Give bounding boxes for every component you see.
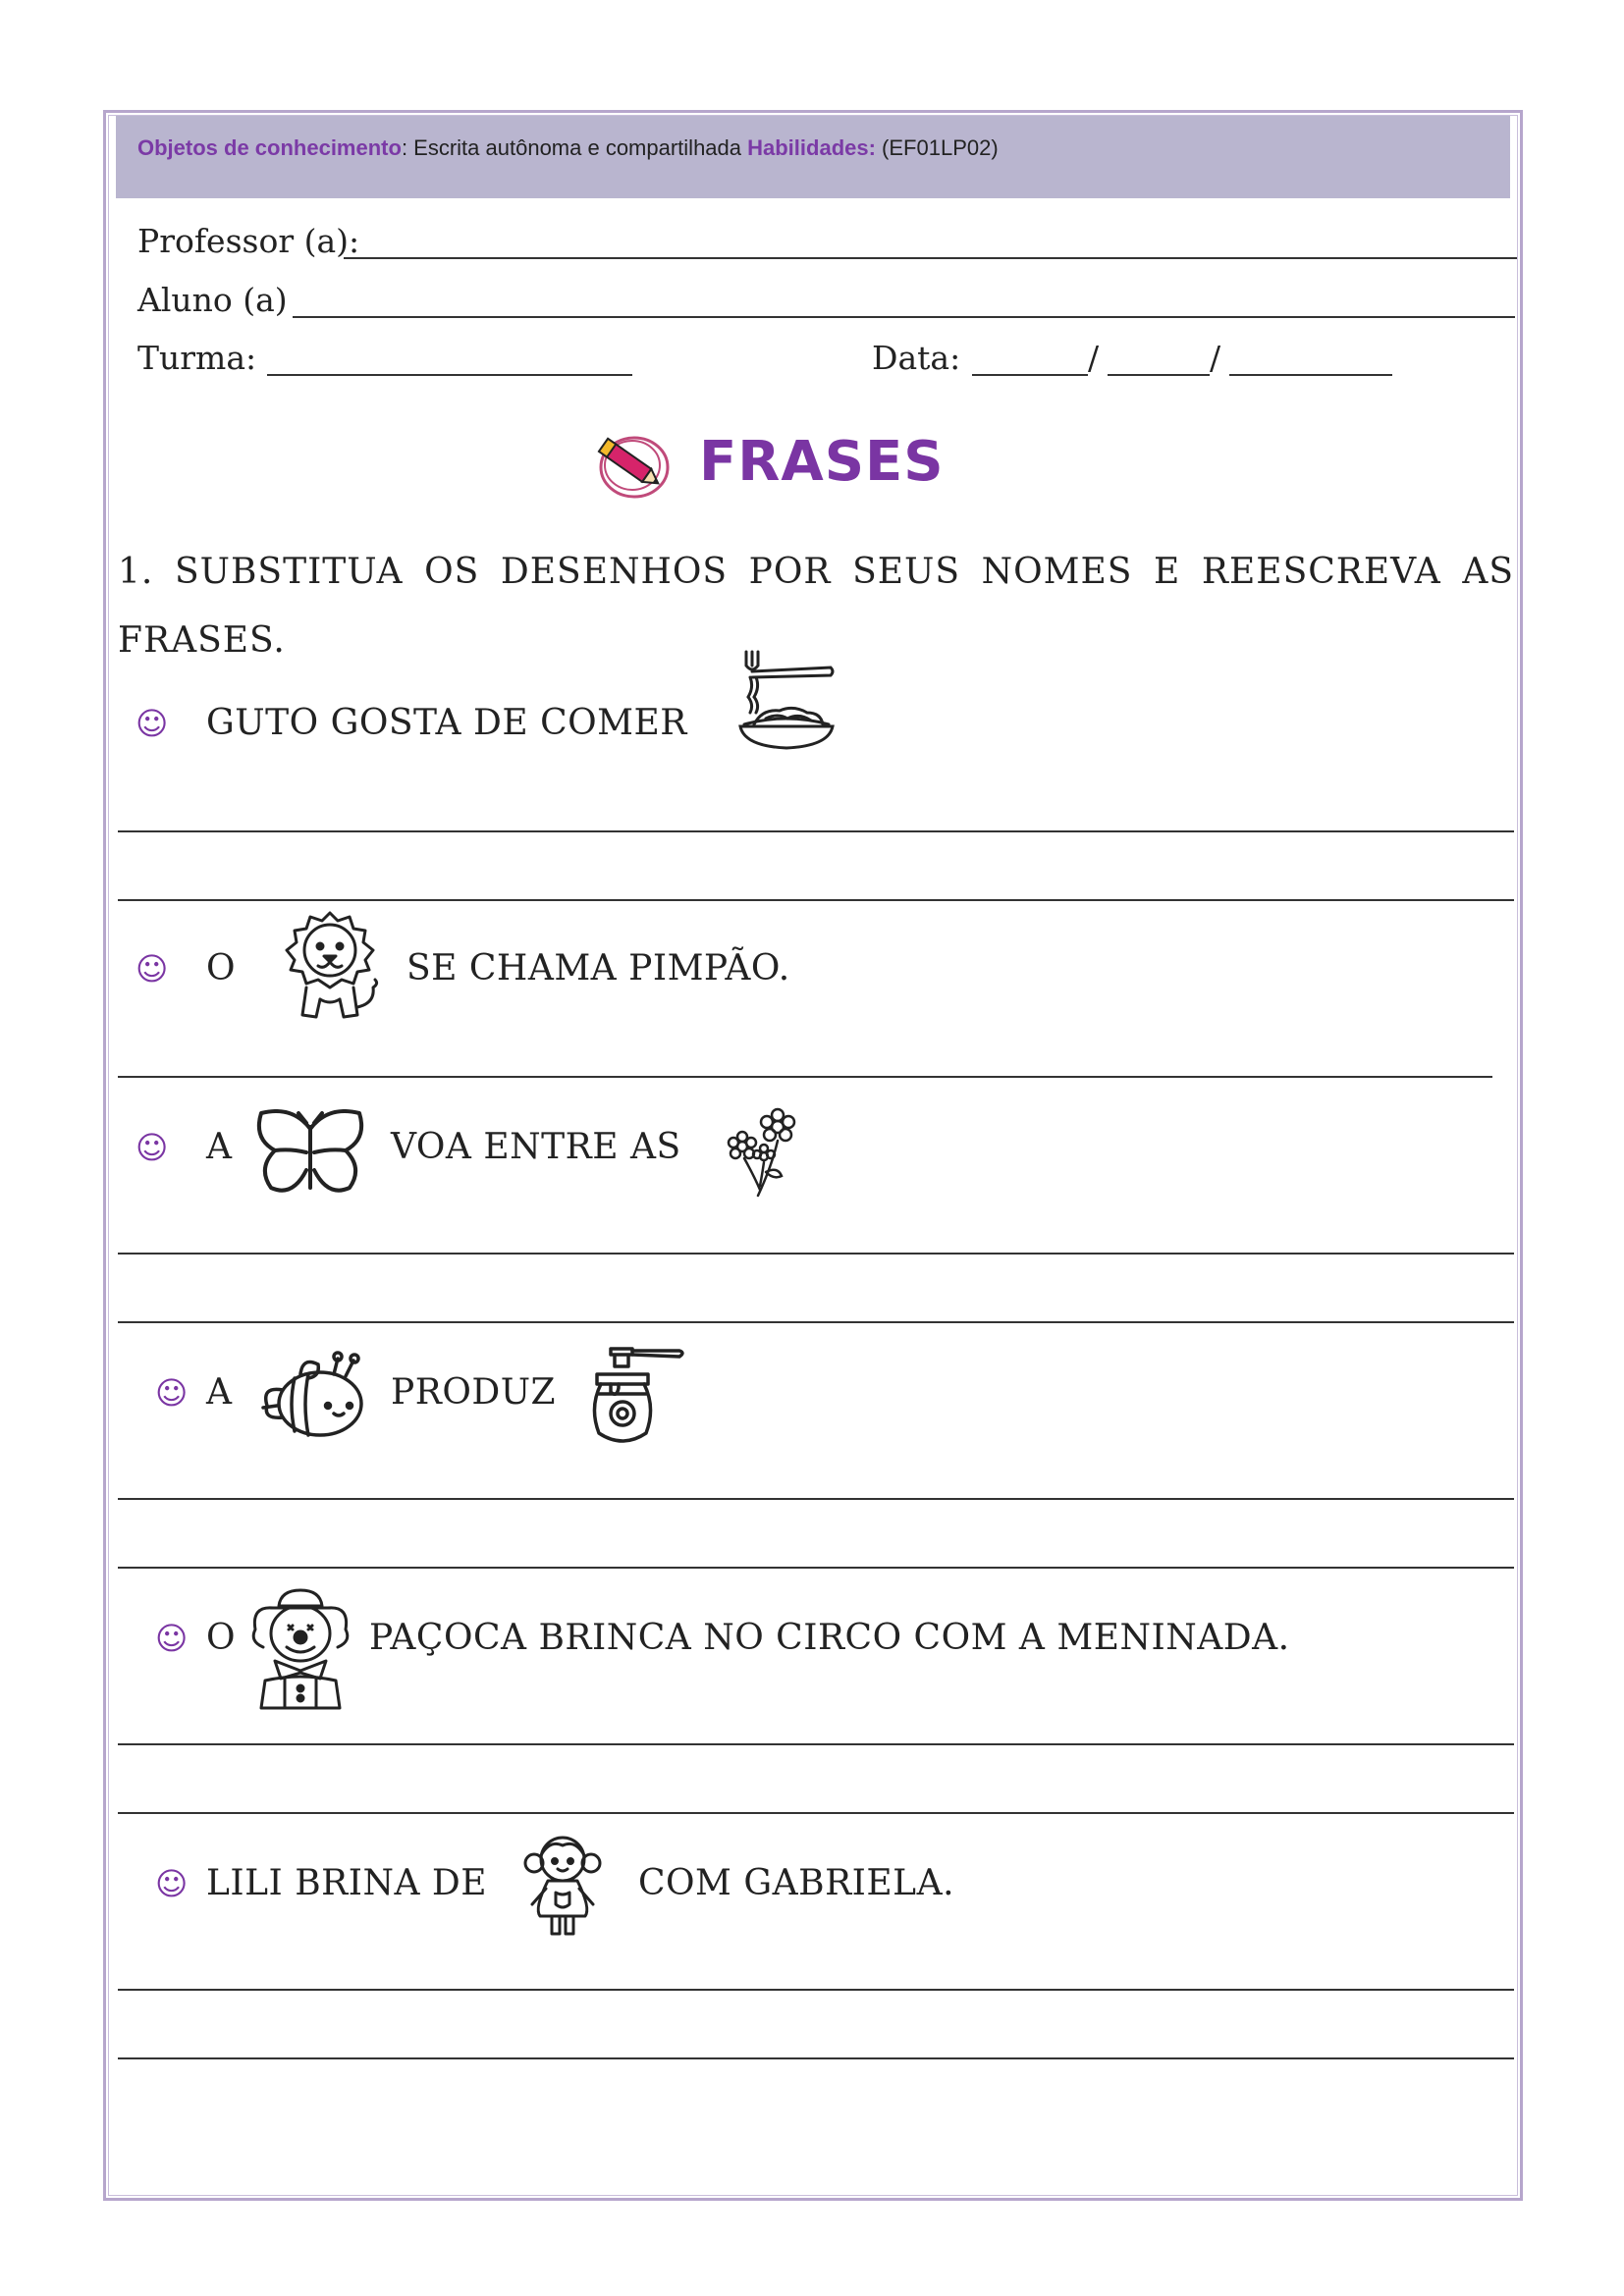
sentence-5-part-1: O	[206, 1618, 237, 1658]
sentence-6-part-1: LILI BRINA DE	[206, 1863, 488, 1903]
header-text-habilidades: (EF01LP02)	[875, 135, 999, 160]
data-label: Data:	[872, 339, 961, 377]
instruction-text: 1. SUBSTITUA OS DESENHOS POR SEUS NOMES E REESCREVA AS FRASES.	[118, 552, 1514, 661]
honey-jar-icon	[589, 1345, 689, 1451]
aluno-label: Aluno (a)	[137, 281, 288, 319]
writing-line[interactable]	[118, 1743, 1514, 1745]
writing-line[interactable]	[118, 1076, 1492, 1078]
turma-line[interactable]	[267, 374, 632, 376]
data-month-line[interactable]	[1108, 374, 1210, 376]
sentence-3-part-2: VOA ENTRE AS	[391, 1127, 681, 1167]
spaghetti-icon	[732, 648, 840, 756]
writing-line[interactable]	[118, 1567, 1514, 1569]
header-bar	[116, 116, 1510, 198]
writing-line[interactable]	[118, 1812, 1514, 1814]
sentence-4-part-2: PRODUZ	[391, 1372, 557, 1413]
sentence-6-part-2: COM GABRIELA.	[638, 1863, 955, 1903]
professor-label: Professor (a):	[137, 222, 360, 260]
smiley-icon: ☺	[155, 1374, 189, 1412]
data-slash-2: /	[1210, 339, 1221, 377]
smiley-icon: ☺	[135, 950, 169, 988]
header-line	[137, 135, 999, 161]
flowers-icon	[723, 1107, 807, 1201]
clown-icon	[245, 1586, 355, 1710]
writing-line[interactable]	[118, 2057, 1514, 2059]
sentence-2-part-1: O	[206, 948, 237, 988]
page-title: FRASES	[699, 430, 945, 494]
turma-label: Turma:	[137, 339, 257, 377]
sentence-3-part-1: A	[206, 1127, 233, 1167]
sentence-1-text: GUTO GOSTA DE COMER	[206, 703, 687, 743]
header-label-objetos: Objetos de conhecimento	[137, 135, 402, 160]
writing-line[interactable]	[118, 1321, 1514, 1323]
writing-line[interactable]	[118, 1253, 1514, 1255]
lion-icon	[277, 909, 383, 1023]
sentence-4-part-1: A	[206, 1372, 233, 1413]
writing-line[interactable]	[118, 1989, 1514, 1991]
aluno-line[interactable]	[293, 316, 1515, 318]
pencil-icon	[593, 430, 672, 501]
doll-icon	[520, 1832, 605, 1942]
data-year-line[interactable]	[1229, 374, 1392, 376]
smiley-icon: ☺	[155, 1865, 189, 1902]
data-slash-1: /	[1088, 339, 1100, 377]
smiley-icon: ☺	[135, 705, 169, 742]
writing-line[interactable]	[118, 1498, 1514, 1500]
bee-icon	[259, 1351, 369, 1441]
sentence-5-part-2: PAÇOCA BRINCA NO CIRCO COM A MENINADA.	[369, 1618, 1290, 1658]
sentence-2-part-2: SE CHAMA PIMPÃO.	[406, 948, 790, 988]
smiley-icon: ☺	[135, 1129, 169, 1166]
butterfly-icon	[253, 1109, 367, 1200]
header-text-objetos: : Escrita autônoma e compartilhada	[401, 135, 748, 160]
writing-line[interactable]	[118, 899, 1514, 901]
professor-line[interactable]	[344, 257, 1517, 259]
data-day-line[interactable]	[972, 374, 1088, 376]
smiley-icon: ☺	[155, 1620, 189, 1657]
writing-line[interactable]	[118, 830, 1514, 832]
header-label-habilidades: Habilidades:	[747, 135, 876, 160]
